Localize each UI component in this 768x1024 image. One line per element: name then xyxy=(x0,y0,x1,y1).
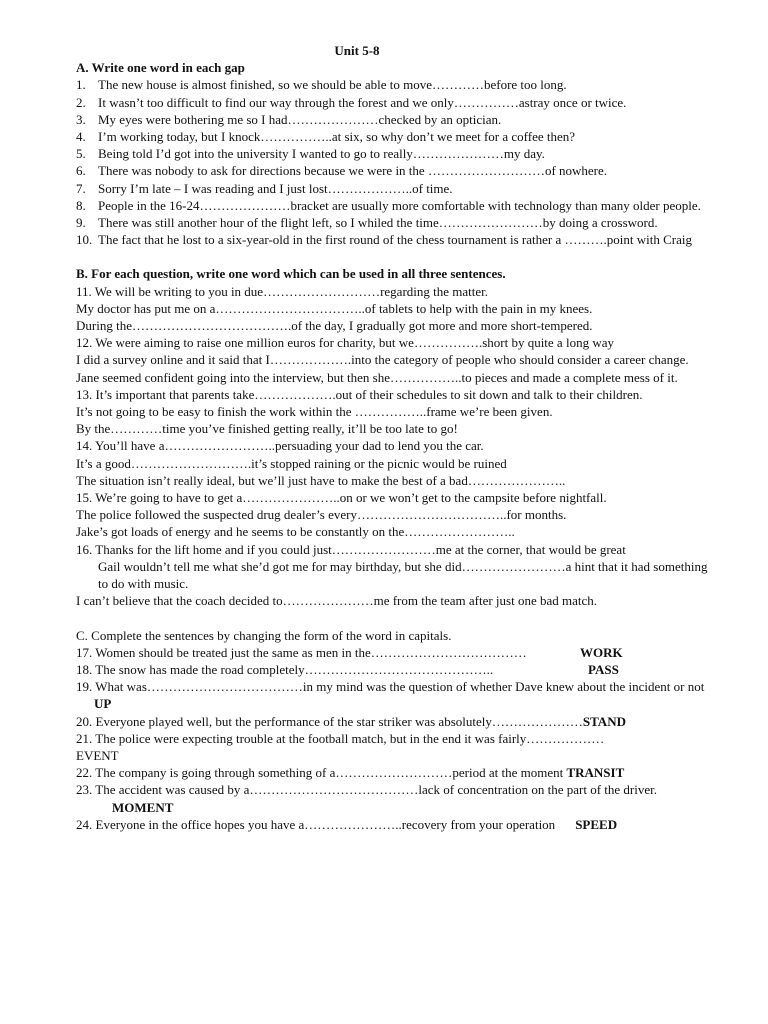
item-number: 10. xyxy=(76,232,93,248)
sentence-line: Gail wouldn’t tell me what she’d got me for may birthday, but she did……………………a hint that it had something to do with music. xyxy=(98,558,708,592)
list-item xyxy=(76,816,718,833)
item-number: 2. xyxy=(76,94,86,110)
sentence-line: It’s a good……………………….it’s stopped raining or the picnic would be ruined xyxy=(76,455,507,471)
item-text: 17. Women should be treated just the same as men in the……………………………… xyxy=(76,644,527,660)
item-text: 23. The accident was caused by a…………………………………lack of concentration on the part of the driver. xyxy=(76,782,657,798)
sentence-line: It’s not going to be easy to finish the work within the ……………..frame we’re been given. xyxy=(76,404,553,420)
sentence-line: Jake’s got loads of energy and he seems to be constantly on the…………………….. xyxy=(76,524,515,540)
item-text: 22. The company is going through something of a………………………period at the moment xyxy=(76,765,564,781)
sentence-line: 13. It’s important that parents take……………….out of their schedules to sit down and talk to their children. xyxy=(76,386,643,402)
sentence-line: 15. We’re going to have to get a…………………..on or we won’t get to the campsite before nightfall. xyxy=(76,490,607,506)
list-item xyxy=(76,180,718,197)
spacer xyxy=(76,248,718,265)
list-item xyxy=(76,644,718,661)
list-item xyxy=(76,197,718,214)
sentence-line: I can’t believe that the coach decided to…………………me from the team after just one bad match. xyxy=(76,593,598,609)
sentence-line: The police followed the suspected drug dealer’s every……………………………..for months. xyxy=(76,507,567,523)
list-item xyxy=(76,128,718,145)
item-number: 7. xyxy=(76,180,86,196)
item-text: 20. Everyone played well, but the performance of the star striker was absolutely………………… xyxy=(76,713,583,729)
section-b-heading: B. For each question, write one word which can be used in all three sentences. xyxy=(76,266,506,282)
capital-word: PASS xyxy=(588,661,619,677)
item-text: 24. Everyone in the office hopes you have a…………………..recovery from your operation xyxy=(76,816,556,832)
sentence-line: My doctor has put me on a……………………………..of tablets to help with the pain in my knees. xyxy=(76,300,593,316)
capital-word: WORK xyxy=(580,644,623,660)
list-item xyxy=(76,162,718,179)
capital-word: UP xyxy=(94,696,112,712)
list-item xyxy=(76,764,718,781)
item-number: 9. xyxy=(76,215,86,231)
list-item xyxy=(76,214,718,231)
item-text: Being told I’d got into the university I wanted to go to really…………………my day. xyxy=(98,146,545,162)
sentence-line: 12. We were aiming to raise one million euros for charity, but we…………….short by quite a long way xyxy=(76,335,614,351)
item-text: Sorry I’m late – I was reading and I just lost………………..of time. xyxy=(98,180,453,196)
item-text: There was nobody to ask for directions because we were in the ………………………of nowhere. xyxy=(98,163,608,179)
capital-word: EVENT xyxy=(76,747,119,763)
item-number: 6. xyxy=(76,163,86,179)
item-number: 3. xyxy=(76,111,86,127)
sentence-line: By the…………time you’ve finished getting really, it’ll be too late to go! xyxy=(76,421,458,437)
list-item xyxy=(76,781,718,815)
list-item xyxy=(76,231,718,248)
item-text: There was still another hour of the flight left, so I whiled the time……………………by doing a crossword. xyxy=(98,215,658,231)
list-item xyxy=(76,145,718,162)
sentence-line: The situation isn’t really ideal, but we’ll just have to make the best of a bad………………….. xyxy=(76,472,566,488)
item-text: I’m working today, but I knock……………..at six, so why don’t we meet for a coffee then? xyxy=(98,129,576,145)
item-text: It wasn’t too difficult to find our way through the forest and we only……………astray once or twice. xyxy=(98,94,627,110)
sentence-line: I did a survey online and it said that I……………….into the category of people who should consider a career change. xyxy=(76,352,689,368)
capital-word: SPEED xyxy=(575,816,618,832)
item-text: The new house is almost finished, so we should be able to move…………before too long. xyxy=(98,77,567,93)
item-text: 18. The snow has made the road completely…………………………………….. xyxy=(76,661,494,677)
item-text: 21. The police were expecting trouble at the football match, but in the end it was fairly……………… xyxy=(76,730,605,746)
item-text: People in the 16-24…………………bracket are usually more comfortable with technology than many older people. xyxy=(98,197,701,213)
capital-word: STAND xyxy=(582,713,626,729)
item-text: 19. What was………………………………in my mind was the question of whether Dave knew about the incident or not xyxy=(76,679,705,695)
item-number: 5. xyxy=(76,146,86,162)
sentence-line: 14. You’ll have a……………………..persuading your dad to lend you the car. xyxy=(76,438,484,454)
list-item xyxy=(76,661,718,678)
list-item xyxy=(76,678,718,712)
list-item xyxy=(76,94,718,111)
sentence-line: During the……………………………….of the day, I gradually got more and more short-tempered. xyxy=(76,318,593,334)
sentence-line: Jane seemed confident going into the interview, but then she……………..to pieces and made a complete mess of it. xyxy=(76,369,678,385)
spacer xyxy=(76,610,718,627)
section-c-heading: C. Complete the sentences by changing the form of the word in capitals. xyxy=(76,627,452,643)
item-text: My eyes were bothering me so I had…………………checked by an optician. xyxy=(98,111,502,127)
item-text: The fact that he lost to a six-year-old in the first round of the chess tournament is rather a ……….point with Craig xyxy=(98,232,692,248)
section-a-heading: A. Write one word in each gap xyxy=(76,60,245,76)
list-item xyxy=(76,713,718,730)
sentence-line: 11. We will be writing to you in due………………………regarding the matter. xyxy=(76,283,489,299)
capital-word: MOMENT xyxy=(112,799,174,815)
item-number: 8. xyxy=(76,197,86,213)
section-c-list xyxy=(76,644,718,833)
list-item xyxy=(76,730,718,764)
page-title: Unit 5-8 xyxy=(334,43,380,58)
sentence-line: 16. Thanks for the lift home and if you could just……………………me at the corner, that would be great xyxy=(76,541,626,557)
section-a-list xyxy=(76,76,718,248)
section-b-list xyxy=(76,283,718,610)
item-number: 4. xyxy=(76,129,86,145)
list-item xyxy=(76,76,718,93)
item-number: 1. xyxy=(76,77,86,93)
list-item xyxy=(76,111,718,128)
capital-word: TRANSIT xyxy=(566,765,625,781)
